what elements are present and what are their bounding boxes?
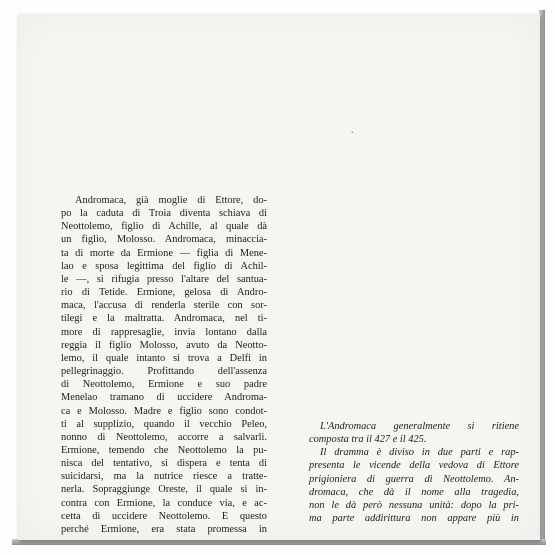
text-line: Andromaca, già moglie di Ettore, do-: [75, 195, 267, 206]
text-line: ta di morte da Ermione — figlia di Mene-: [61, 247, 267, 259]
text-line: nerla. Sopraggiunge Oreste, il quale si in-: [61, 484, 267, 496]
text-line: di Neottolemo, Ermione e suo padre: [61, 379, 267, 391]
text-line: perché Ermione, era stata promessa in: [61, 523, 267, 535]
text-line: po la caduta di Troia diventa schiava di: [61, 208, 267, 220]
text-line: ca e Molosso. Madre e figlio sono condot-: [61, 405, 267, 417]
text-line: un figlio, Molosso. Andromaca, minaccia-: [61, 234, 267, 246]
text-line: lemo, il quale intanto si trova a Delfi in: [61, 352, 267, 364]
text-line: ma parte addirittura non appare più in: [309, 513, 519, 525]
text-line: lao e sposa legittima del figlio di Achil-: [61, 260, 267, 272]
text-line: non le dà però nessuna unità: dopo la pri-: [309, 499, 519, 511]
paper-speck: •: [351, 130, 354, 135]
text-line: nonno di Neottolemo, accorre a salvarli.: [61, 431, 267, 443]
text-line: Ermione, temendo che Neottolemo la pu-: [61, 444, 267, 456]
text-line: L'Andromaca generalmente si ritiene: [320, 421, 519, 432]
text-line: tilegi e la maltratta. Andromaca, nel ti-: [61, 313, 267, 325]
text-line: dromaca, che dà il nome alla tragedia,: [309, 486, 519, 498]
text-line: cetta di uccidere Neottolemo. E questo: [61, 510, 267, 522]
commentary-column: [309, 420, 519, 525]
text-line: reggia il figlio Molosso, avuto da Neotto-: [61, 339, 267, 351]
text-line: prigioniera di guerra di Neottolemo. An-: [309, 473, 519, 485]
text-line: more di rappresaglie, invia lontano dalla: [61, 326, 267, 338]
text-line: contra con Ermione, la conduce via, e ac-: [61, 497, 267, 509]
text-line: suicidarsi, ma la nutrice riesce a tratte-: [61, 471, 267, 483]
text-line: nisca del tentativo, si dispera e tenta di: [61, 458, 267, 470]
text-line: maca, l'accusa di renderla sterile con sor-: [61, 300, 267, 312]
text-line: ti al supplizio, quando il vecchio Peleo,: [61, 418, 267, 430]
text-line: le —, si rifugia presso l'altare del santua-: [61, 273, 267, 285]
text-line: Il dramma è diviso in due parti e rap-: [320, 447, 519, 459]
text-line: Neottolemo, figlio di Achille, al quale dà: [61, 221, 267, 233]
text-line: Menelao tramano di uccidere Androma-: [61, 392, 267, 404]
synopsis-column: [61, 194, 267, 536]
text-line: pellegrinaggio. Profittando dell'assenza: [61, 366, 267, 378]
text-line: rio di Tetide. Ermione, gelosa di Andro-: [61, 287, 267, 299]
text-line: composta tra il 427 e il 425.: [309, 434, 427, 446]
text-line: presenta le vicende della vedova di Ettore: [309, 460, 519, 472]
